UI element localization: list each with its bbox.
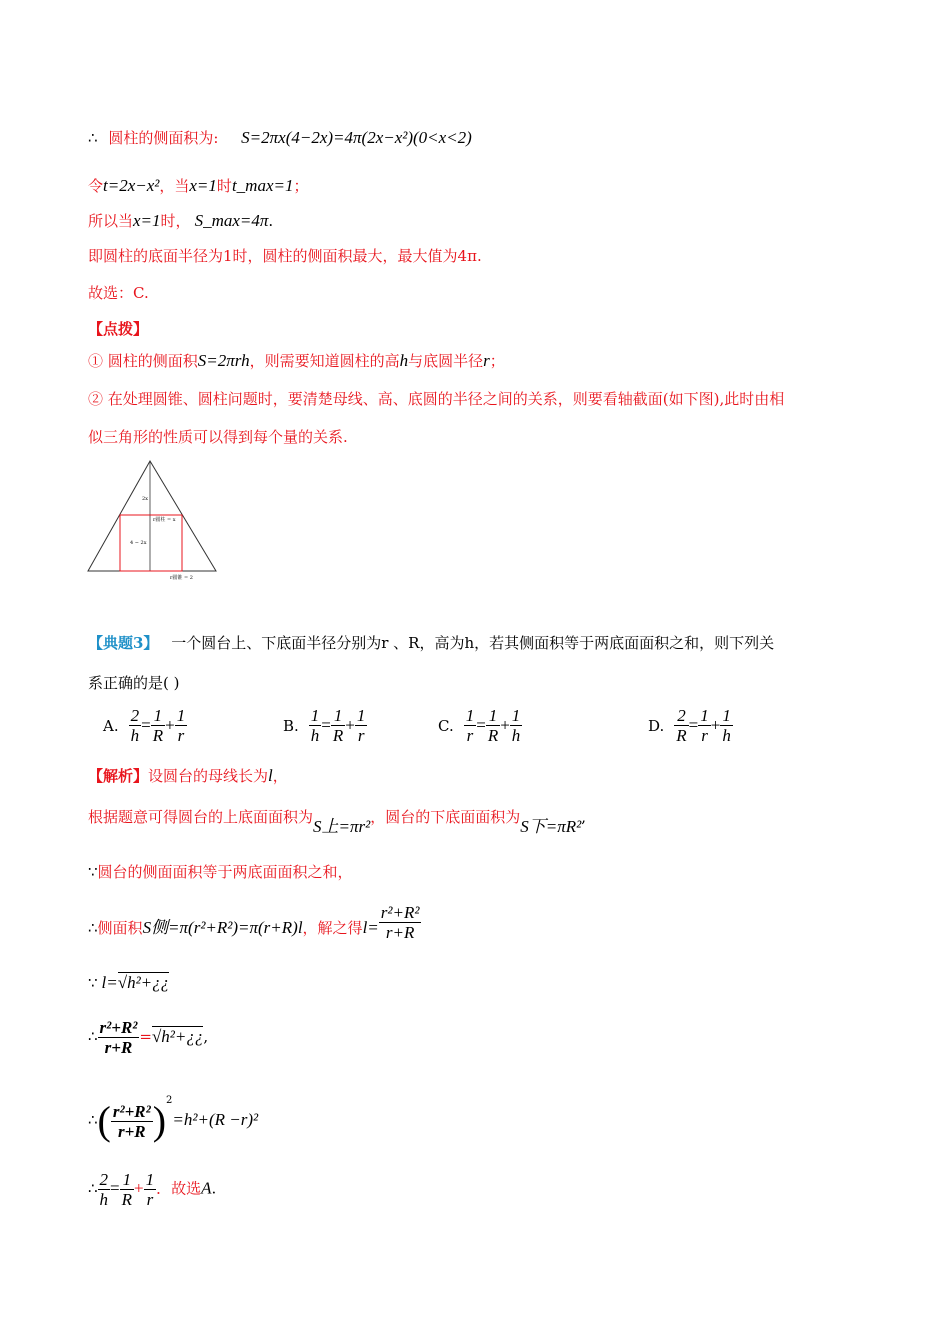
option-label: A. [103, 716, 119, 735]
s2-formula-lower: S下=πR² [520, 817, 582, 836]
option-term-2: $\frac{1}{r}$ [356, 706, 366, 745]
s4-formula: S侧=π(r²+R²)=π(r+R)l [142, 917, 303, 937]
lateral-area-label: 圆柱的侧面积为: [108, 129, 219, 147]
s8-d2: R [121, 1190, 133, 1209]
label-2x: 2x [142, 496, 149, 502]
solution-line-3 [88, 861, 353, 883]
cone-outline [88, 461, 216, 571]
therefore-symbol-6: ∴ [88, 1027, 98, 1046]
s8-answer: A [201, 1178, 212, 1198]
formula-tmax: t_max=1 [231, 176, 294, 195]
option-b[interactable]: B. $\frac{1}{h}$ = $\frac{1}{R}$ + $\frac{1}{r}$ [283, 706, 366, 745]
tag-solution: 【解析】 [88, 767, 149, 785]
option-term-1: $\frac{1}{R}$ [332, 706, 344, 745]
line-lateral-area [88, 127, 472, 149]
label-4-2x: 4 − 2x [130, 540, 147, 546]
p1-text-a: ① 圆柱的侧面积 [88, 352, 198, 370]
s4-fraction [379, 903, 422, 942]
example-3-line1 [88, 632, 774, 654]
text-semicolon: ； [293, 177, 309, 195]
s8-text-choose: ．故选 [156, 1179, 202, 1198]
solution-line-5 [88, 972, 169, 994]
s8-frac-3 [144, 1170, 157, 1209]
lateral-area-formula: S=2πx(4−2x)=4π(2x−x²)(0<x<2) [241, 128, 472, 147]
p1-text-e: 与底圆半径 [408, 352, 484, 370]
solution-line-1 [88, 765, 288, 787]
s7-rparen: ) [152, 1098, 167, 1143]
p1-text-g: ； [489, 352, 505, 370]
option-term-1: $\frac{1}{R}$ [487, 706, 499, 745]
s8-frac-2 [120, 1170, 134, 1209]
solution-line-4 [88, 903, 421, 947]
s2-text-c: ，圆台的下底面面积为 [370, 808, 521, 826]
point-2-line2: 似三角形的性质可以得到每个量的关系. [88, 428, 348, 446]
text-period: . [268, 212, 274, 230]
formula-x1b: x=1 [133, 211, 161, 230]
s6-eq: = [139, 1027, 152, 1046]
text-time: 时 [216, 177, 232, 195]
because-symbol-2: ∵ [88, 974, 98, 992]
solution-line-7 [88, 1090, 259, 1143]
text-when: ，当 [159, 177, 190, 195]
option-term-2: $\frac{1}{h}$ [511, 706, 521, 745]
s8-frac-1 [98, 1170, 111, 1209]
solution-line-6 [88, 1018, 208, 1062]
formula-smax: S_max=4π [194, 211, 269, 230]
s4-frac-num: r²+R² [380, 903, 420, 922]
option-lhs: $\frac{2}{h}$ [130, 706, 140, 745]
solution-line-2 [88, 806, 586, 836]
option-term-2: $\frac{1}{r}$ [176, 706, 186, 745]
option-label: B. [283, 716, 299, 735]
s6-fraction [98, 1018, 140, 1057]
s8-n2: 1 [120, 1170, 134, 1190]
s1-comma: ， [272, 767, 288, 785]
s6-frac-den: r+R [104, 1038, 133, 1057]
tag-dianbo: 【点拨】 [88, 320, 149, 338]
therefore-symbol-8: ∴ [88, 1179, 98, 1198]
s7-lparen: ( [97, 1098, 111, 1143]
option-c[interactable]: C. $\frac{1}{r}$ = $\frac{1}{R}$ + $\frac{1}{h}$ [438, 706, 521, 745]
text-time2: 时， [160, 212, 191, 230]
p1-h: h [399, 351, 409, 370]
line-let-t [88, 175, 308, 197]
option-d[interactable]: D. $\frac{2}{R}$ = $\frac{1}{r}$ + $\frac{1}{h}$ [648, 706, 731, 745]
formula-x1: x=1 [189, 176, 217, 195]
s8-n1: 2 [99, 1170, 109, 1189]
s1-text: 设圆台的母线长为 [148, 767, 269, 785]
text-let: 令 [88, 177, 104, 195]
option-term-2: $\frac{1}{h}$ [722, 706, 731, 745]
s2-formula-upper: S上=πr² [313, 817, 371, 836]
s7-rhs: =h²+(R −r)² [172, 1110, 259, 1129]
formula-t: t=2x−x² [103, 176, 160, 195]
label-r-cone: r圆锥 = 2 [170, 575, 193, 581]
option-lhs: $\frac{1}{h}$ [310, 706, 320, 745]
s7-frac-den: r+R [117, 1121, 146, 1141]
solution-line-8: ∴ $\frac{2}{h}$ = $\frac{1}{R}$ + $\frac{1}{r}$ ．故选A. [88, 1170, 217, 1209]
s7-fraction [111, 1102, 153, 1141]
therefore-symbol-4: ∴ [88, 918, 98, 937]
s7-frac-num: r²+R² [112, 1101, 151, 1121]
s6-frac-num: r²+R² [99, 1018, 138, 1037]
s7-square: 2 [166, 1095, 173, 1106]
s4-text-b: 侧面积 [97, 918, 143, 937]
line-conclusion: 即圆柱的底面半径为1时，圆柱的侧面积最大，最大值为4π. [88, 247, 482, 265]
s6-comma: , [203, 1027, 209, 1046]
tag-example-3: 【典题3】 [88, 634, 159, 652]
cone-cylinder-figure [84, 458, 224, 583]
option-term-1: $\frac{1}{r}$ [700, 706, 709, 745]
option-label: D. [648, 716, 665, 735]
point-1 [88, 350, 505, 372]
text-so-when: 所以当 [88, 212, 134, 230]
label-r-cyl: r圆柱 = x [153, 517, 176, 523]
s5-sqrt: √h²+¿¿ [117, 973, 170, 992]
p1-formula: S=2πrh [197, 351, 250, 370]
option-lhs: $\frac{1}{r}$ [465, 706, 475, 745]
s4-text-d: ，解之得 [302, 918, 363, 937]
line-smax [88, 210, 273, 232]
s2-text-a: 根据题意可得圆台的上底面面积为 [88, 808, 314, 826]
question-text-1: 一个圆台上、下底面半径分别为r 、R，高为h，若其侧面积等于两底面面积之和，则下列关 [171, 634, 775, 652]
s5-l-eq: l= [101, 973, 118, 992]
because-symbol-1: ∵ [88, 863, 98, 881]
p1-text-c: ，则需要知道圆柱的高 [249, 352, 400, 370]
example-3-line2: 系正确的是( ) [88, 674, 180, 692]
s3-text: 圆台的侧面面积等于两底面面积之和， [97, 863, 353, 881]
option-term-1: $\frac{1}{R}$ [152, 706, 164, 745]
option-lhs: $\frac{2}{R}$ [676, 706, 687, 745]
option-label: C. [438, 716, 454, 735]
s8-period: . [211, 1179, 217, 1198]
s8-d1: h [99, 1190, 109, 1209]
s6-sqrt: √h²+¿¿ [151, 1026, 204, 1046]
therefore-symbol: ∴ [88, 129, 98, 147]
s4-l-eq: l= [362, 917, 379, 937]
line-choice: 故选：C. [88, 284, 149, 302]
point-2-line1: ② 在处理圆锥、圆柱问题时，要清楚母线、高、底圆的半径之间的关系，则要看轴截面(如下图),此时由相 [88, 390, 785, 408]
s2-comma: , [581, 808, 586, 826]
s1-l: l [268, 766, 273, 785]
therefore-symbol-7: ∴ [88, 1111, 98, 1129]
s8-d3: r [146, 1190, 154, 1209]
s4-frac-den: r+R [385, 923, 415, 942]
p1-r: r [483, 351, 490, 370]
s8-n3: 1 [145, 1170, 155, 1189]
option-a[interactable]: A. $\frac{2}{h}$ = $\frac{1}{R}$ + $\frac{1}{r}$ [103, 706, 186, 745]
